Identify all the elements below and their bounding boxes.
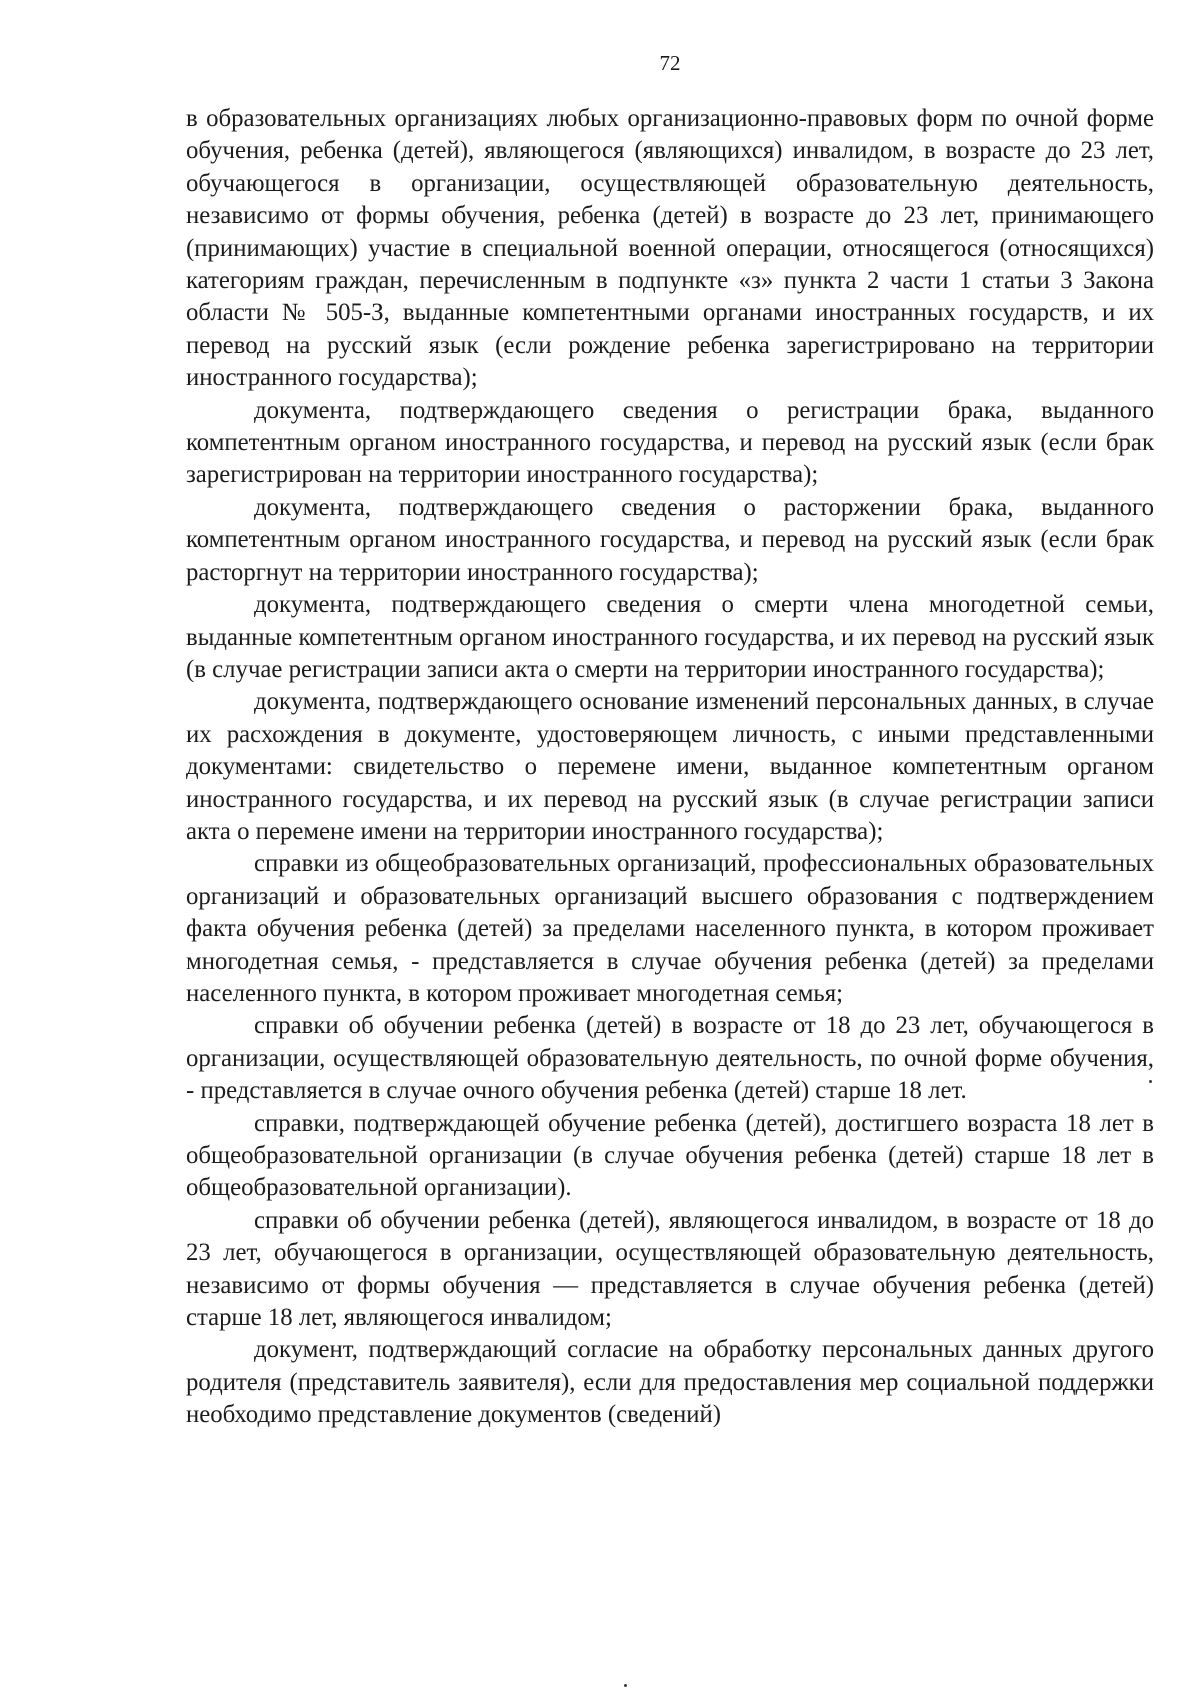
paragraph-marriage-dissolution: документа, подтверждающего сведения о расторжении брака, выданного компетентным органом иностранного государства, и перевод на русский язык (если брак расторгнут на территории иностранного государства); — [186, 493, 1154, 586]
scan-speck — [1149, 1080, 1152, 1083]
paragraph-disabled-child-study: справки об обучении ребенка (детей), являющегося инвалидом, в возрасте от 18 до 23 лет, обучающегося в организации, осуществляющей образовательную деятельность, независимо от формы обучения — представляется в случае обучения ребенка (детей) старше 18 лет, являющегося инвалидом; — [186, 1206, 1154, 1332]
scan-speck — [624, 1684, 627, 1687]
paragraph-personal-data-consent: документ, подтверждающий согласие на обработку персональных данных другого родителя (представитель заявителя), если для предоставления мер социальной поддержки необходимо представление документов (сведений) — [186, 1336, 1154, 1429]
paragraph-birth-documents-continued: в образовательных организациях любых организационно-правовых форм по очной форме обучения, ребенка (детей), являющегося (являющихся) инвалидом, в возрасте до 23 лет, обучающегося в организации, осуществляющей образовательную деятельность, независимо от формы обучения, ребенка (детей) в возрасте до 23 лет, принимающего (принимающих) участие в специальной военной операции, относящегося (относящихся) категориям граждан, перечисленным в подпункте «з» пункта 2 части 1 статьи 3 Закона области № 505-З, выданные компетентными органами иностранных государств, и их перевод на русский язык (если рождение ребенка зарегистрировано на территории иностранного государства); — [186, 105, 1154, 392]
paragraph-education-outside-locality: справки из общеобразовательных организаций, профессиональных образовательных организаций и образовательных организаций высшего образования с подтверждением факта обучения ребенка (детей) за пределами населенного пункта, в котором проживает многодетная семья, - представляется в случае обучения ребенка (детей) за пределами населенного пункта, в котором проживает многодетная семья; — [186, 850, 1154, 1007]
paragraph-full-time-study-18-23: справки об обучении ребенка (детей) в возрасте от 18 до 23 лет, обучающегося в организации, осуществляющей образовательную деятельность, по очной форме обучения, - представляется в случае очного обучения ребенка (детей) старше 18 лет. — [186, 1012, 1154, 1105]
paragraph-personal-data-change: документа, подтверждающего основание изменений персональных данных, в случае их расхождения в документе, удостоверяющем личность, с иными представленными документами: свидетельство о перемене имени, выданное компетентным органом иностранного государства, и их перевод на русский язык (в случае регистрации записи акта о перемене имени на территории иностранного государства); — [186, 688, 1154, 845]
paragraph-death-record: документа, подтверждающего сведения о смерти члена многодетной семьи, выданные компетентным органом иностранного государства, и их перевод на русский язык (в случае регистрации записи акта о смерти на территории иностранного государства); — [186, 591, 1154, 683]
paragraph-marriage-registration: документа, подтверждающего сведения о регистрации брака, выданного компетентным органом иностранного государства, и перевод на русский язык (если брак зарегистрирован на территории иностранного государства); — [186, 396, 1154, 489]
page-number: 72 — [659, 51, 681, 75]
paragraph-general-education-over-18: справки, подтверждающей обучение ребенка (детей), достигшего возраста 18 лет в общеобразовательной организации (в случае обучения ребенка (детей) старше 18 лет в общеобразовательной организации). — [186, 1109, 1154, 1202]
document-body — [186, 103, 1154, 1432]
